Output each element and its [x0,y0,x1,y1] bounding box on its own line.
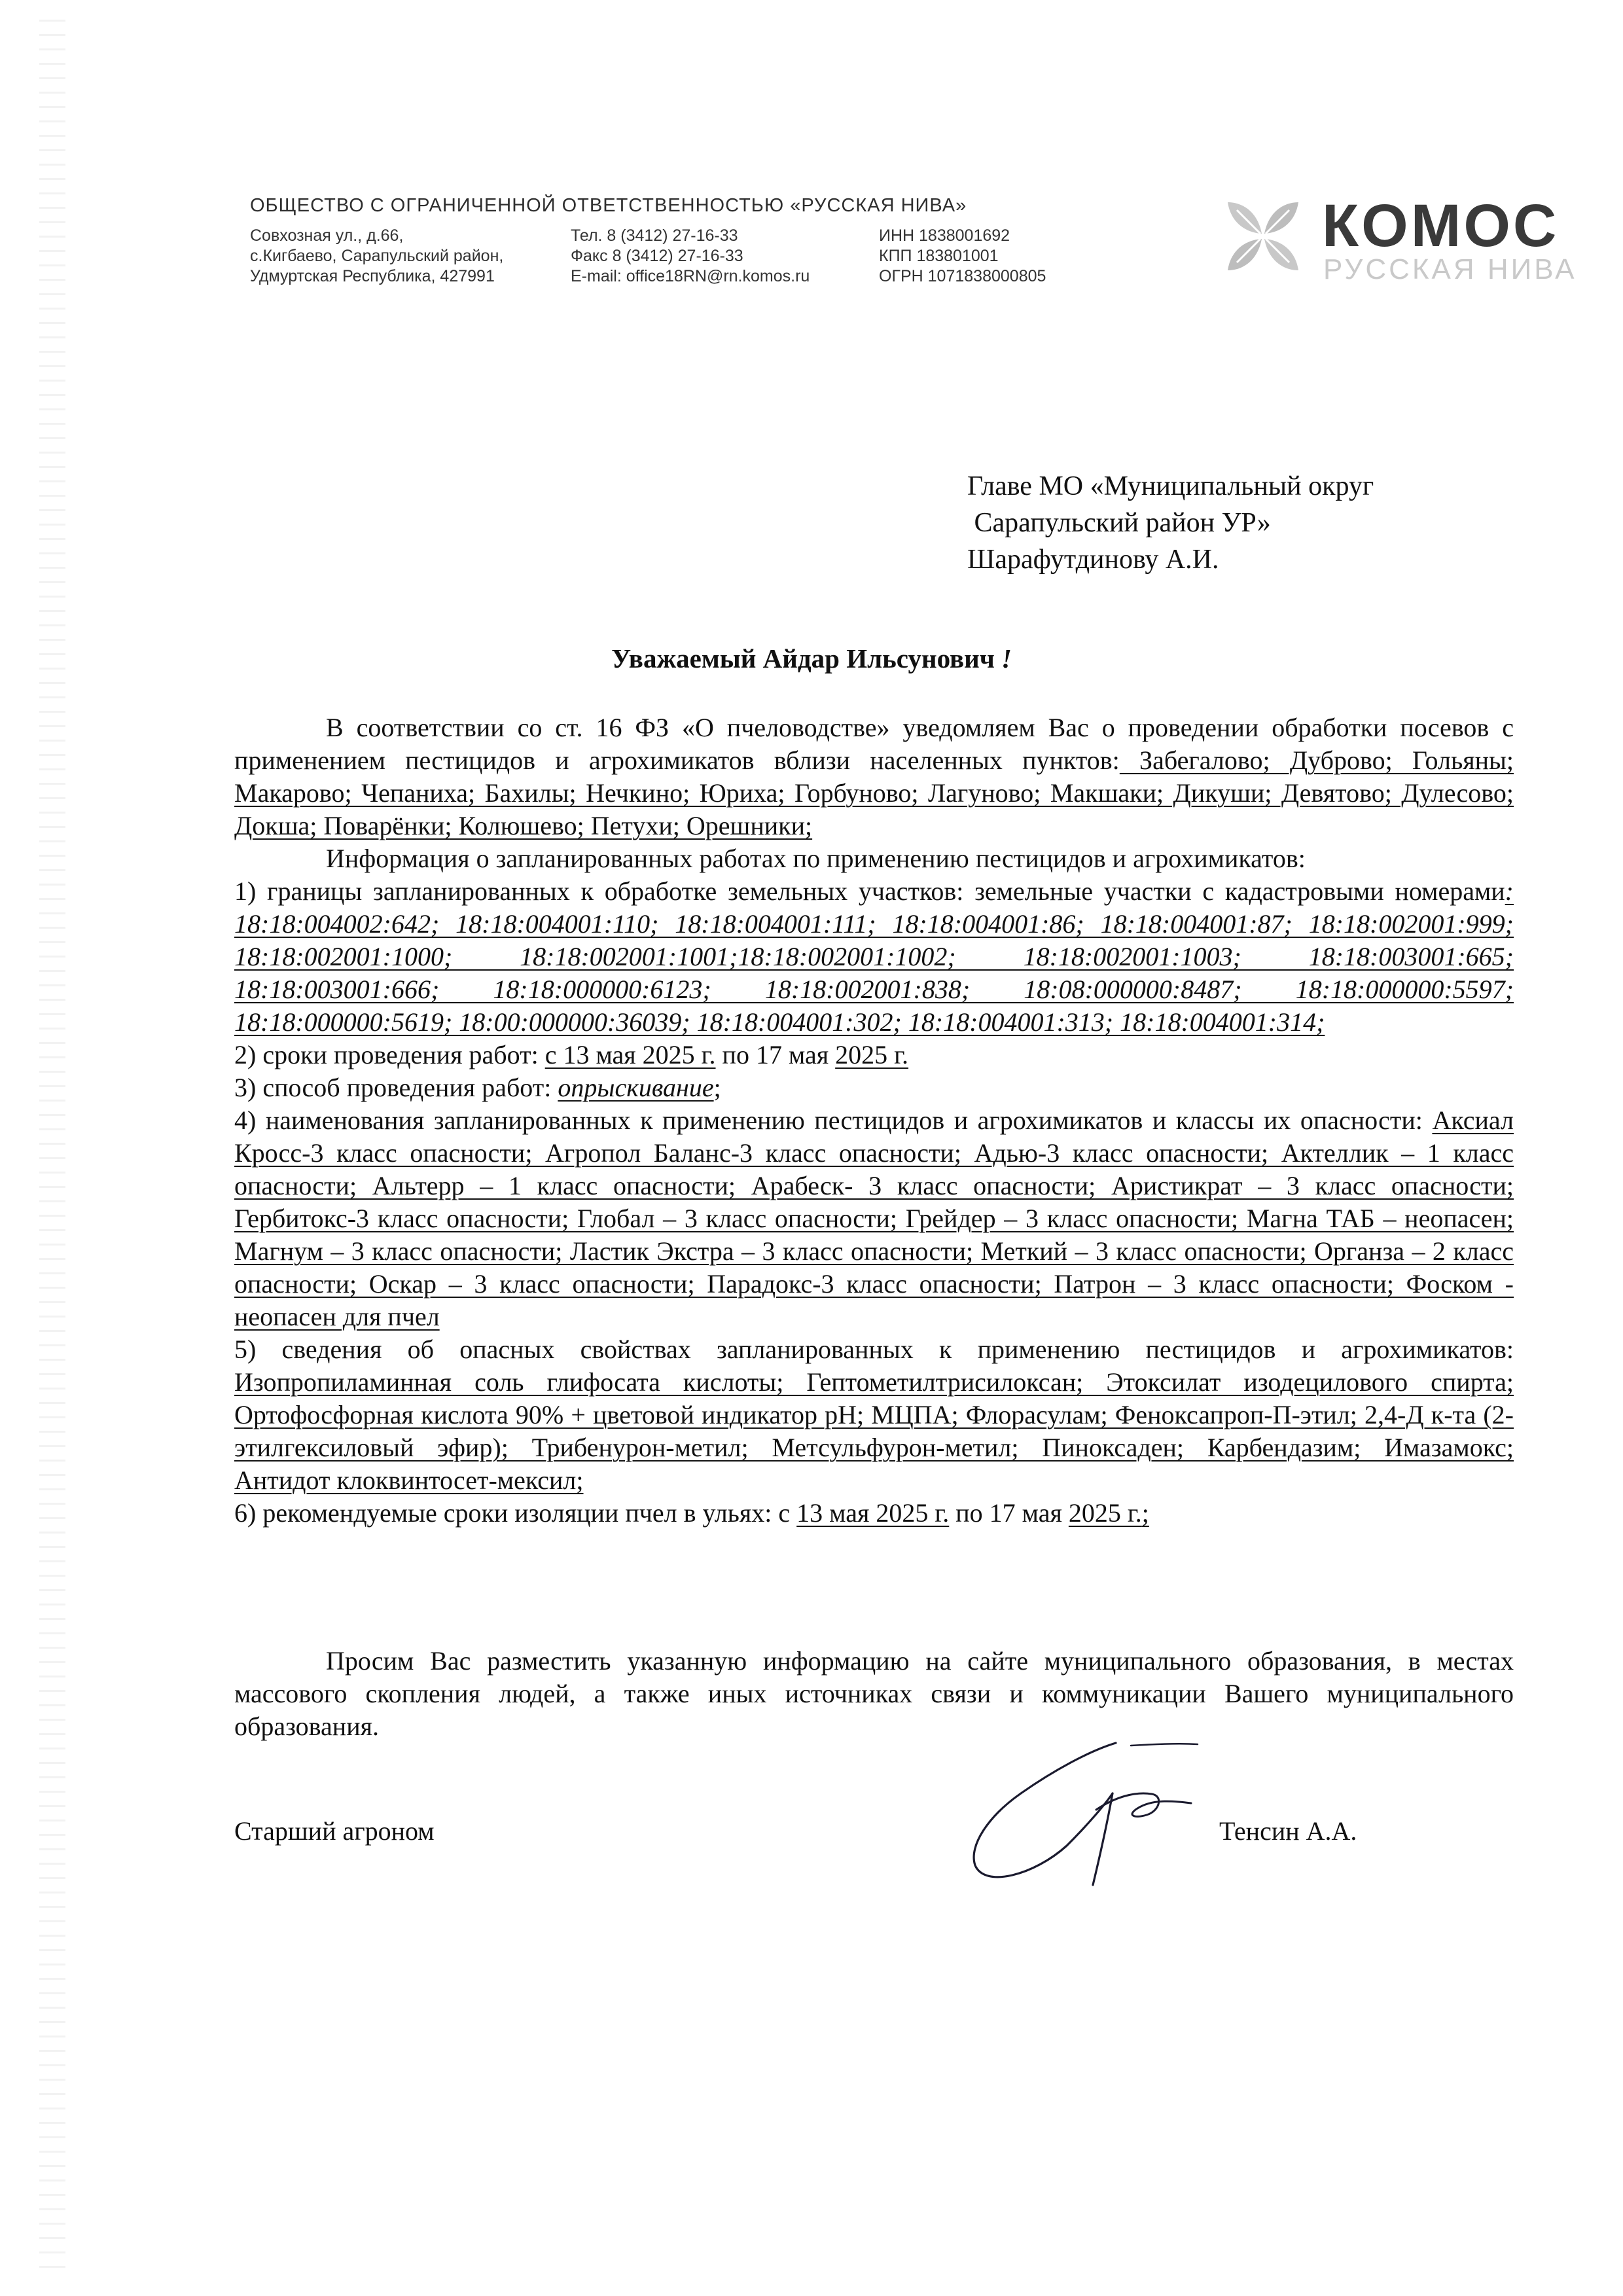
settlements-list: Забегалово; Дуброво; Гольяны; Макарово; Чепаниха; Бахилы; Нечкино; Юриха; Горбуново; Лагуново; Макшаки; Дикуши; Девятово; Дулесово; Докша; Поварёнки; Колюшево; Петухи; Орешники; [234,745,1514,840]
addressee-line: Сарапульский район УР» [967,508,1271,538]
item-method [234,1071,1514,1104]
info-header: Информация о запланированных работах по применению пестицидов и агрохимикатов: [326,844,1306,873]
cadastral-numbers: : 18:18:004002:642; 18:18:004001:110; 18:18:004001:111; 18:18:004001:86; 18:18:004001:87; 18:18:002001:999; 18:18:002001:1000; 18:18:002001:1001;18:18:002001:1002; 18:18:002001:1003; 18:18:003001:665; 18:18:003001:666; 18:18:000000:6123; 18:18:002001:838; 18:08:000000:8487; 18:18:000000:5597; 18:18:000000:5619; 18:00:000000:36039; 18:18:004001:302; 18:18:004001:313; 18:18:004001:314; [234,876,1514,1037]
company-logo [1224,193,1577,285]
dates-to: 2025 г. [835,1040,909,1069]
isolation-to: 2025 г. [1068,1498,1142,1528]
organization-name: ОБЩЕСТВО С ОГРАНИЧЕННОЙ ОТВЕТСТВЕННОСТЬЮ «РУССКАЯ НИВА» [250,195,967,216]
salutation-text: Уважаемый Айдар Ильсунович [611,643,995,673]
intro-paragraph [234,711,1514,842]
komos-leaf-logo-icon [1224,197,1302,276]
company-registration [879,226,1046,287]
item-boundaries-label: 1) границы запланированных к обработке земельных участков: земельные участки с кадастровыми номерами [234,876,1505,906]
isolation-mid: по 17 мая [949,1498,1069,1528]
address-line: с.Кигбаево, Сарапульский район, [250,247,504,265]
method-suffix: ; [713,1073,721,1102]
signer-role: Старший агроном [234,1816,435,1846]
salutation [0,643,1623,674]
phone-number: Тел. 8 (3412) 27-16-33 [571,226,738,245]
item-isolation-label: 6) рекомендуемые сроки изоляции пчел в ульях: с [234,1498,797,1528]
isolation-from: 13 мая 2025 г. [796,1498,950,1528]
salutation-mark: ! [1001,643,1012,673]
kpp-number: КПП 183801001 [879,247,999,265]
dates-from: с 13 мая 2025 г. [544,1040,716,1069]
logo-wordmark: КОМОС [1322,192,1560,259]
addressee-line: Шарафутдинову А.И. [967,545,1219,575]
item-pesticides-label: 4) наименования запланированных к применению пестицидов и агрохимикатов и классы их опасности: [234,1105,1433,1135]
ogrn-number: ОГРН 1071838000805 [879,267,1046,285]
isolation-suffix: ; [1141,1498,1149,1528]
scan-edge-noise [39,20,65,2278]
fax-number: Факс 8 (3412) 27-16-33 [571,247,743,265]
dates-mid: по 17 мая [715,1040,836,1069]
item-isolation [234,1497,1514,1530]
item-dates [234,1039,1514,1071]
item-pesticides [234,1104,1514,1333]
inn-number: ИНН 1838001692 [879,226,1010,245]
logo-subtitle: РУССКАЯ НИВА [1323,253,1577,285]
company-address [250,226,503,287]
request-paragraph: Просим Вас разместить указанную информацию на сайте муниципального образования, в местах массового скопления людей, а также иных источниках связи и коммуникации Вашего муниципального образования. [234,1646,1514,1741]
pesticides-list: Аксиал Кросс-3 класс опасности; Агропол Баланс-3 класс опасности; Адью-3 класс опасности; Актеллик – 1 класс опасности; Альтерр – 1 класс опасности; Арабеск- 3 класс опасности; Аристикрат – 3 класс опасности; Гербитокс-3 класс опасности; Глобал – 3 класс опасности; Грейдер – 3 класс опасности; Магна ТАБ – неопасен; Магнум – 3 класс опасности; Ластик Экстра – 3 класс опасности; Меткий – 3 класс опасности; Органза – 2 класс опасности; Оскар – 3 класс опасности; Парадокс-3 класс опасности; Патрон – 3 класс опасности; Фоском - неопасен для пчел [234,1105,1514,1331]
item-boundaries [234,875,1514,1039]
address-line: Совхозная ул., д.66, [250,226,404,245]
hazards-list: Изопропиламинная соль глифосата кислоты; Гептометилтрисилоксан; Этоксилат изодецилового спирта; Ортофосфорная кислота 90% + цветовой индикатор рН; МЦПА; Флорасулам; Феноксапроп-П-этил; 2,4-Д к-та (2-этилгексиловый эфир); Трибенурон-метил; Метсульфурон-метил; Пиноксаден; Карбендазим; Имазамокс; Антидот клоквинтосет-мексил; [234,1367,1514,1495]
signer-name: Тенсин А.А. [1219,1816,1357,1846]
handwritten-signature [955,1731,1217,1895]
email-address: E-mail: office18RN@rn.komos.ru [571,267,810,285]
item-hazards [234,1333,1514,1497]
item-dates-label: 2) сроки проведения работ: [234,1040,545,1069]
item-hazards-label: 5) сведения об опасных свойствах запланированных к применению пестицидов и агрохимикатов: [234,1335,1514,1364]
method-value: опрыскивание [558,1073,714,1102]
address-line: Удмуртская Республика, 427991 [250,267,495,285]
letter-body [234,711,1514,1530]
company-contacts [571,226,810,287]
addressee-block [967,468,1374,578]
item-method-label: 3) способ проведения работ: [234,1073,558,1102]
addressee-line: Главе МО «Муниципальный округ [967,471,1374,501]
intro-text: В соответствии со ст. 16 ФЗ «О пчеловодстве» уведомляем Вас о проведении обработки посевов с применением пестицидов и агрохимикатов вблизи населенных пунктов: [234,713,1514,775]
